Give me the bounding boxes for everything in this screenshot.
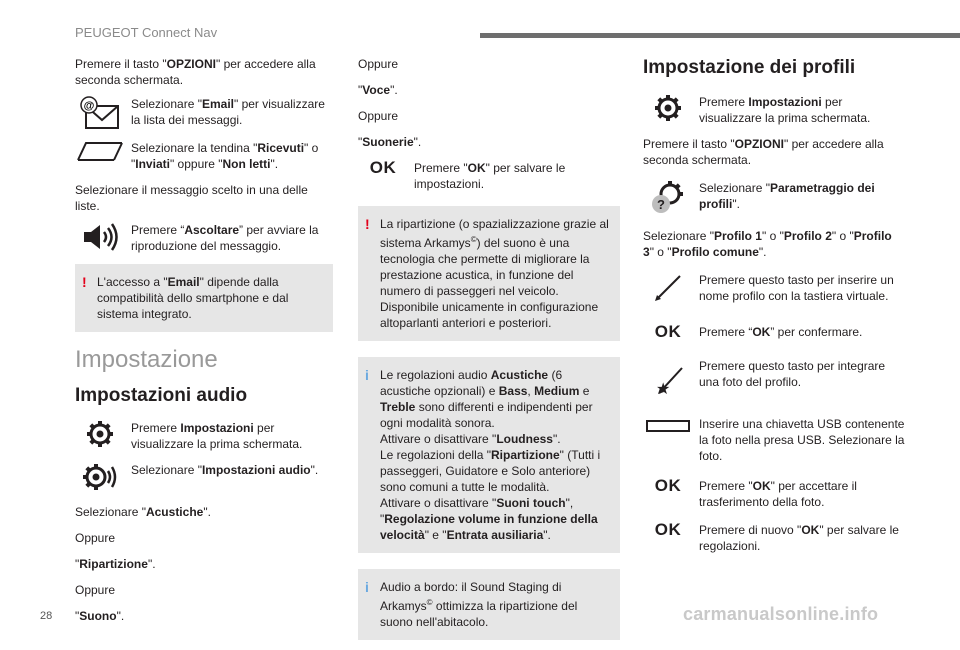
instruction-row: Premere Impostazioni per visualizzare la prima schermata.	[643, 94, 905, 126]
email-icon	[75, 96, 125, 130]
page-number: 28	[40, 610, 53, 622]
instruction-row: Premere questo tasto per inserire un nome profilo con la tastiera virtuale.	[643, 272, 905, 304]
column-1	[75, 56, 333, 632]
tab-icon	[75, 140, 125, 162]
running-header: PEUGEOT Connect Nav	[75, 25, 218, 40]
paragraph: Oppure	[75, 583, 116, 597]
paragraph: Oppure	[75, 531, 116, 545]
instruction-row: OK Premere di nuovo "OK" per salvare le regolazioni.	[643, 522, 905, 554]
svg-text:@: @	[83, 100, 95, 112]
warning-icon: !	[82, 274, 87, 290]
info-note: i Le regolazioni audio Acustiche (6 acustiche opzionali) e Bass, Medium e Treble sono differenti e indipendenti per ogni modalità sonora. Attivare o disattivare "Loudness". Le regolazioni della "Ripartizione" (Tutti i passeggeri, Guidatore e Solo anteriore) sono comuni a tutte le modalità. Attivare o disattivare "Suoni touch", "Regolazione volume in funzione della velocità" e "Entrata ausiliaria".	[358, 357, 620, 553]
photo-pencil-icon	[643, 358, 693, 396]
instruction-row: Premere “Ascoltare” per avviare la riproduzione del messaggio.	[75, 222, 333, 254]
info-icon: i	[365, 367, 369, 383]
subsection-title: Impostazioni audio	[75, 385, 248, 406]
instruction-row: @ Selezionare "Email" per visualizzare la lista dei messaggi.	[75, 96, 333, 130]
instruction-row: OK Premere “OK” per confermare.	[643, 324, 905, 340]
ok-icon: OK	[654, 520, 682, 539]
paragraph: "Suonerie".	[358, 135, 422, 149]
paragraph: Premere il tasto "OPZIONI" per accedere alla seconda schermata.	[643, 137, 884, 167]
warning-note: ! L'accesso a "Email" dipende dalla compatibilità dello smartphone e dal sistema integrato.	[75, 264, 333, 332]
gear-icon	[643, 94, 693, 122]
instruction-row: Selezionare "Impostazioni audio".	[75, 462, 333, 492]
section-title: Impostazione	[75, 346, 218, 373]
ok-icon: OK	[369, 158, 397, 177]
instruction-row: OK Premere "OK" per accettare il trasferimento della foto.	[643, 478, 905, 510]
paragraph: "Ripartizione".	[75, 557, 156, 571]
warning-icon: !	[365, 216, 370, 232]
audio-settings-icon	[75, 462, 125, 492]
ok-icon: OK	[654, 476, 682, 495]
paragraph: Selezionare "Profilo 1" o "Profilo 2" o "Profilo 3" o "Profilo comune".	[643, 229, 892, 259]
instruction-row: ★ Premere questo tasto per integrare una foto del profilo.	[643, 358, 905, 396]
pencil-icon	[643, 272, 693, 302]
instruction-row: ? Selezionare "Parametraggio dei profili".	[643, 180, 905, 216]
profile-settings-icon	[643, 180, 693, 216]
instruction-row: Premere Impostazioni per visualizzare la prima schermata.	[75, 420, 333, 452]
svg-text:★: ★	[656, 379, 671, 396]
usb-slot-icon	[643, 416, 693, 432]
instruction-row: Inserire una chiavetta USB contenente la foto nella presa USB. Selezionare la foto.	[643, 416, 905, 464]
paragraph: Oppure	[358, 109, 399, 123]
paragraph: Selezionare il messaggio scelto in una delle liste.	[75, 183, 308, 213]
paragraph: "Suono".	[75, 609, 125, 623]
header-bar	[480, 33, 960, 38]
paragraph: Selezionare "Acustiche".	[75, 505, 211, 519]
column-3	[643, 56, 905, 564]
paragraph: Premere il tasto "OPZIONI" per accedere alla seconda schermata.	[75, 57, 316, 87]
paragraph: "Voce".	[358, 83, 398, 97]
info-icon: i	[365, 579, 369, 595]
gear-icon	[75, 420, 125, 448]
svg-text:?: ?	[657, 197, 665, 212]
ok-icon: OK	[654, 322, 682, 341]
warning-note: ! La ripartizione (o spazializzazione grazie al sistema Arkamys©) del suono è una tecnologia che permette di migliorare la prestazione acustica, in funzione del numero di passeggeri nel veicolo. Disponibile unicamente in configurazione altoparlanti anteriori e posteriori.	[358, 206, 620, 341]
instruction-row: OK Premere "OK" per salvare le impostazioni.	[358, 160, 620, 192]
speaker-icon	[75, 222, 125, 252]
section-title: Impostazione dei profili	[643, 57, 856, 78]
instruction-row: Selezionare la tendina "Ricevuti" o "Inviati" oppure "Non letti".	[75, 140, 333, 172]
watermark: carmanualsonline.info	[683, 604, 879, 624]
column-2	[358, 56, 620, 650]
info-note: i Audio a bordo: il Sound Staging di Arkamys© ottimizza la ripartizione del suono nell'abitacolo.	[358, 569, 620, 640]
paragraph: Oppure	[358, 57, 399, 71]
